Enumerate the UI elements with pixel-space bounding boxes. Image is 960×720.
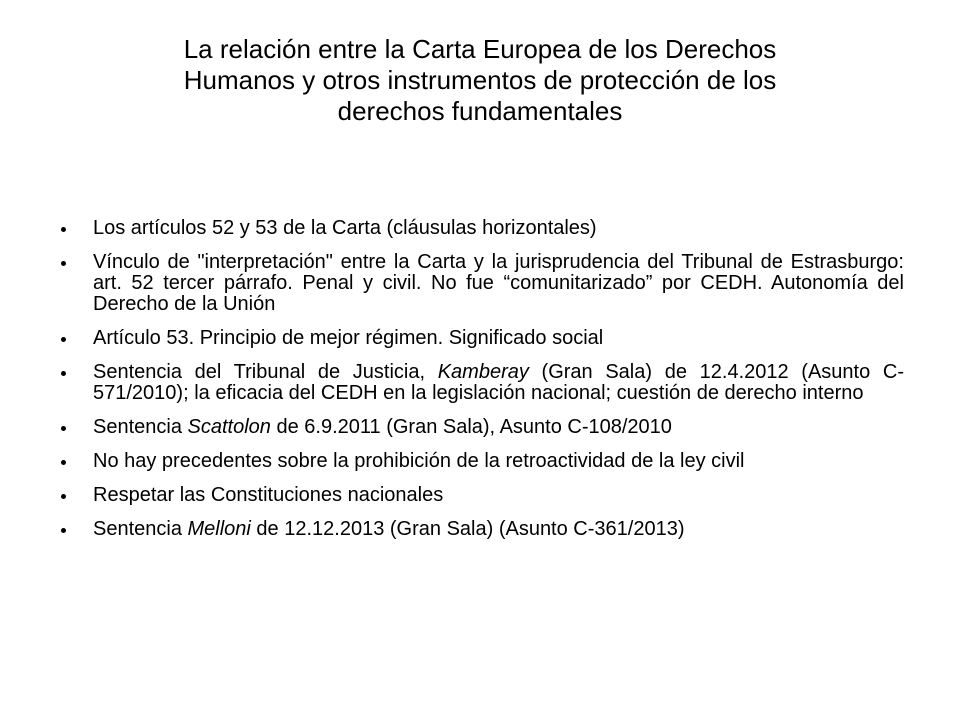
bullet-dot-icon: [61, 371, 66, 376]
bullet-dot-icon: [61, 227, 66, 232]
bullet-item: [60, 328, 904, 349]
bullet-item: [60, 485, 904, 506]
text-run: Sentencia del Tribunal de Justicia,: [93, 361, 438, 383]
bullet-text: [93, 518, 684, 540]
bullet-dot-icon: [61, 460, 66, 465]
bullet-text: [93, 251, 904, 315]
bullet-dot-icon: [61, 494, 66, 499]
text-run: Los artículos 52 y 53 de la Carta (cláusulas horizontales): [93, 217, 597, 239]
bullet-item: [60, 451, 904, 472]
bullet-text: [93, 361, 904, 404]
text-run: (Gran Sala) de 12.4.2012 (Asunto C-571/2010); la eficacia del CEDH en la legislación nacional; cuestión de derecho interno: [93, 361, 905, 404]
bullet-dot-icon: [61, 528, 66, 533]
bullet-dot-icon: [61, 426, 66, 431]
text-run: de 12.12.2013 (Gran Sala) (Asunto C-361/2013): [250, 518, 685, 540]
bullet-item: [60, 252, 904, 315]
text-run: de 6.9.2011 (Gran Sala), Asunto C-108/2010: [270, 416, 672, 438]
bullet-text: [93, 484, 443, 506]
bullet-list: [60, 218, 904, 553]
bullet-item: [60, 218, 904, 239]
text-run: Sentencia: [93, 518, 188, 540]
bullet-text: [93, 416, 672, 438]
case-name: Melloni: [187, 518, 251, 540]
slide-title: La relación entre la Carta Europea de los Derechos Humanos y otros instrumentos de protección de los derechos fundamentales: [183, 34, 777, 126]
bullet-item: [60, 519, 904, 540]
text-run: No hay precedentes sobre la prohibición de la retroactividad de la ley civil: [93, 450, 745, 472]
case-name: Kamberay: [437, 361, 529, 383]
bullet-item: [60, 362, 904, 404]
text-run: Vínculo de "interpretación" entre la Carta y la jurisprudencia del Tribunal de Estrasburgo: art. 52 tercer párrafo. Penal y civil. No fue “comunitarizado” por CEDH. Autonomía del Derecho de la Unión: [93, 251, 904, 315]
text-run: Sentencia: [93, 416, 188, 438]
text-run: Artículo 53. Principio de mejor régimen. Significado social: [93, 327, 604, 349]
bullet-dot-icon: [61, 337, 66, 342]
text-run: Respetar las Constituciones nacionales: [93, 484, 444, 506]
bullet-dot-icon: [61, 261, 66, 266]
bullet-text: [93, 217, 597, 239]
case-name: Scattolon: [187, 416, 271, 438]
bullet-item: [60, 417, 904, 438]
bullet-text: [93, 327, 603, 349]
bullet-text: [93, 450, 744, 472]
